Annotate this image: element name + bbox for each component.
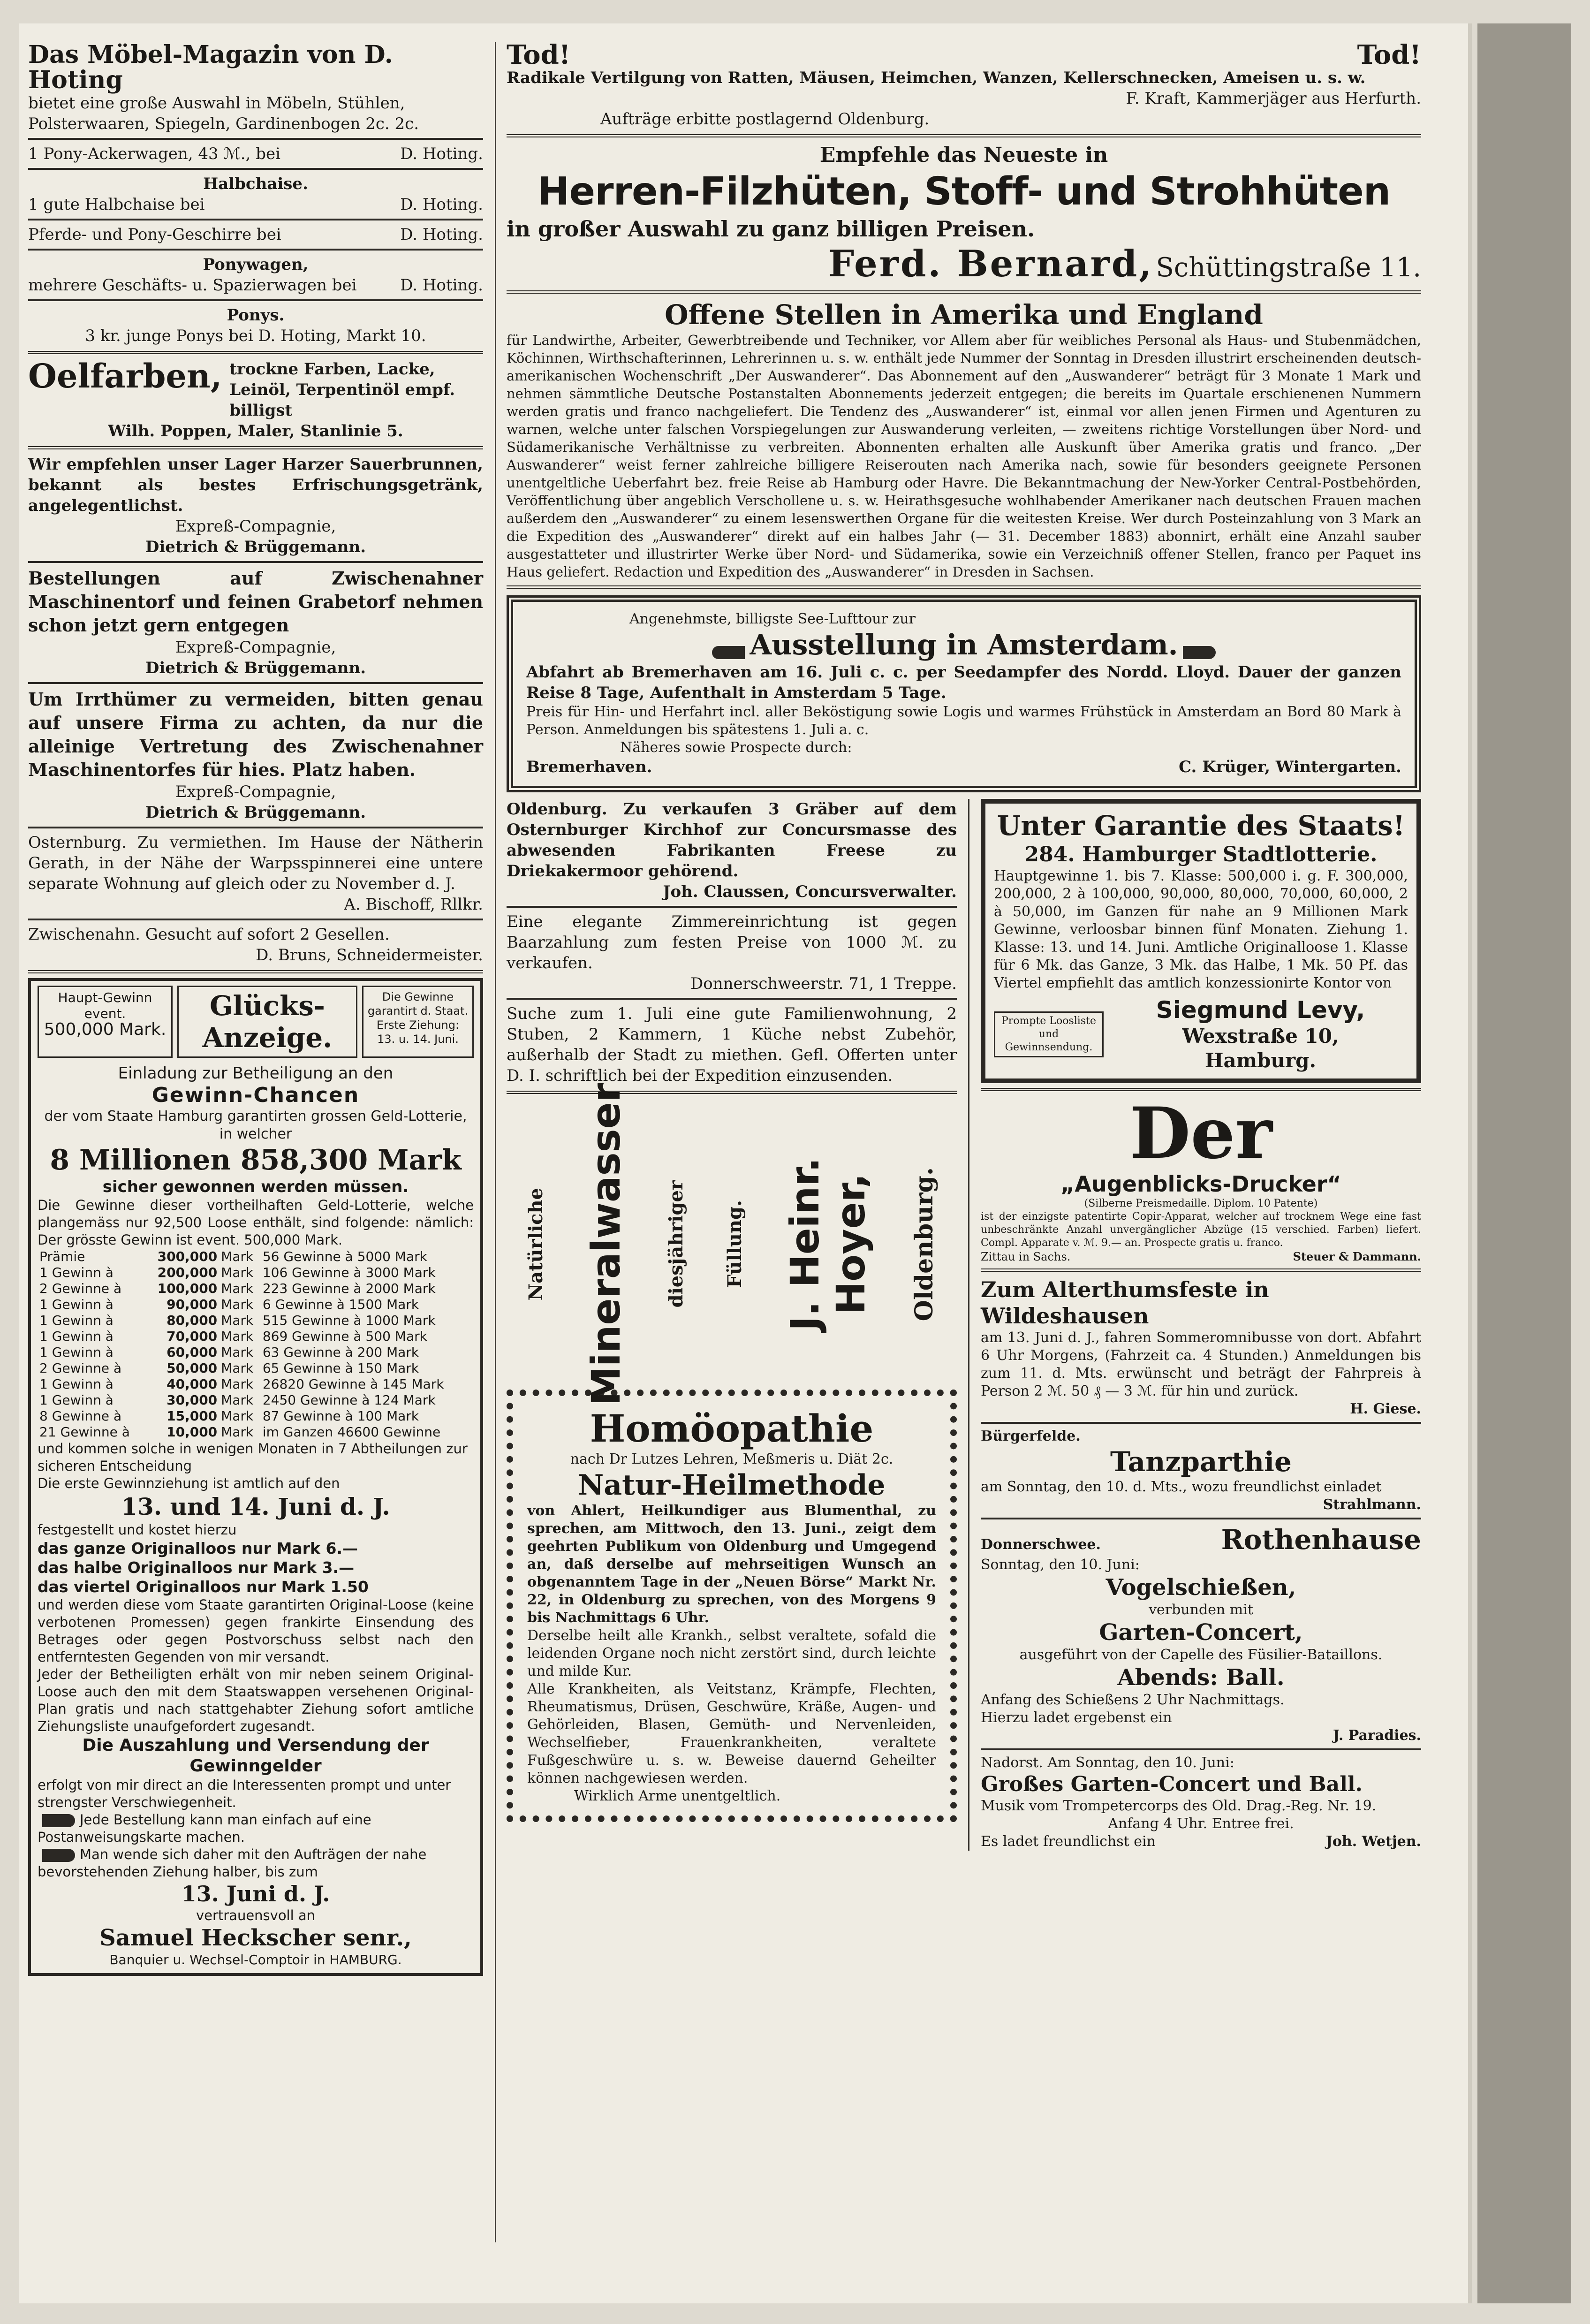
prize-cell: Mark: [221, 1424, 254, 1440]
ad-line: Es ladet freundlichst ein: [981, 1833, 1156, 1850]
ad-line: Preis für Hin- und Herfahrt incl. aller Beköstigung sowie Logis und warmes Frühstück in Amsterdam an Bord 80 Mark à Person. Anmeldungen bis spätestens 1. Juli a. c.: [526, 704, 1401, 738]
ad-place: Oldenburg.: [910, 1167, 939, 1321]
lottery-date: 13. und 14. Juni d. J.: [121, 1493, 390, 1520]
ad-irrthuemer: [28, 688, 483, 823]
ad-sig: H. Giese.: [1350, 1401, 1421, 1417]
prize-cell: Mark: [221, 1265, 254, 1280]
ad-text: trockne Farben, Lacke, Leinöl, Terpentinöl empf. billigst: [229, 360, 455, 420]
prize-cell: 100,000: [157, 1281, 218, 1296]
prize-cell: Prämie: [39, 1249, 85, 1264]
ad-text: Hauptgewinne 1. bis 7. Klasse: 500,000 i. g. F. 300,000, 200,000, 2 à 100,000, 90,000, 80,000, 70,000, 60,000, 2 à 50,000, im Ganzen für nahe an 9 Millionen Mark Gewinne, verloosbar binnen fünf Monaten. Ziehung 1. Klasse: 13. und 14. Juni. Amtliche Originalloose 1. Klasse für 6 Mk. das Ganze, 3 Mk. das Halbe, 1 Mk. 50 Pf. das Viertel empfiehlt das amtlich konzessionirte Kontor von: [994, 868, 1408, 991]
ad-line: in großer Auswahl zu ganz billigen Preisen.: [507, 216, 1035, 242]
prize-row: [38, 1249, 474, 1265]
prize-cell: 60,000: [167, 1344, 218, 1360]
prize-cell: 30,000: [167, 1392, 218, 1408]
prize-cell: 1 Gewinn à: [39, 1329, 114, 1344]
prize-cell: 1 Gewinn à: [39, 1376, 114, 1392]
prize-cell: 1 Gewinn à: [39, 1392, 114, 1408]
ad-text: Zwischenahn. Gesucht auf sofort 2 Gesellen.: [28, 925, 390, 944]
ad-headline: Zum Alterthumsfeste in Wildeshausen: [981, 1277, 1269, 1329]
ad-text: Um Irrthümer zu vermeiden, bitten genau auf unsere Firma zu achten, da nur die alleinige Vertretung des Zwischenahner Maschinentorfes für hies. Platz haben.: [28, 689, 483, 780]
ad-headline: Tod!: [507, 39, 571, 70]
ad-line: mehrere Geschäfts- u. Spazierwagen bei: [28, 276, 357, 295]
ad-text: Radikale Vertilgung von Ratten, Mäusen, Heimchen, Wanzen, Kellerschnecken, Ameisen u. s. w.: [507, 68, 1366, 87]
ad-sig: A. Bischoff, Rllkr.: [344, 895, 483, 914]
ad-line: Pferde- und Pony-Geschirre bei: [28, 225, 281, 244]
prize-cell: 223 Gewinne à 2000 Mark: [262, 1281, 436, 1296]
ad-sig: J. Paradies.: [1333, 1727, 1421, 1744]
ad-place: Bremerhaven.: [526, 758, 652, 776]
ad-sig: Joh. Wetjen.: [1325, 1833, 1421, 1850]
ad-line: Abfahrt ab Bremerhaven am 16. Juli c. c. per Seedampfer des Nordd. Lloyd. Dauer der ganzen Reise 8 Tage, Aufenthalt in Amsterdam 5 Tage.: [526, 663, 1401, 702]
divider: [28, 138, 483, 140]
lottery-p6: und kommen solche in wenigen Monaten in 7 Abtheilungen zur sicheren Entscheidung: [38, 1441, 468, 1474]
ad-sig: Expreß-Compagnie,: [175, 782, 336, 801]
box-line: garantirt d. Staat.: [367, 1004, 469, 1018]
ad-subhead: Ponys.: [227, 306, 285, 325]
prize-cell: Mark: [221, 1392, 254, 1408]
lottery-p1: Einladung zur Betheiligung an den: [118, 1064, 394, 1083]
lottery-date2: 13. Juni d. J.: [181, 1881, 330, 1906]
ad-text: am Sonntag, den 10. d. Mts., wozu freundlichst einladet: [981, 1479, 1382, 1495]
prize-cell: 2 Gewinne à: [39, 1281, 122, 1296]
ad-text: für Landwirthe, Arbeiter, Gewerbtreibende und Techniker, vor Allem aber für weibliches Personal als Haus- und Stubenmädchen, Köchinnen, Wirthschafterinnen, Lehrerinnen u. s. w. enthält jede Nummer der Sonntag in Dresden illustrirt erscheinenden deutsch-amerikanischen Wochenschrift „Der Auswanderer“. Das Abonnement auf den „Auswanderer“ beträgt für 3 Monate 1 Mark und nehmen sämmtliche Deutsche Postanstalten Abonnements jederzeit entgegen; die bereits im Quartale erschienenen Nummern werden gratis und franco nachgeliefert. Die Tendenz des „Auswanderer“ ist, einmal vor allen jenen Firmen und Agenturen zu warnen, welche unter falschen Vorspiegelungen zur Auswanderung verleiten, — zweitens richtige Vorstellungen über Nord- und Südamerikanische Verhältnisse zu verbreiten. Abonnenten erhalten alle Auskunft über Amerika gratis und franco. „Der Auswanderer“ weist ferner zahlreiche billigere Reiserouten nach Amerika nach, sowie für besonders geeignete Personen unentgeltliche Ueberfahrt bez. freie Reise ab Hamburg oder Havre. Die Bekanntmachung der New-Yorker Central-Postbehörden, Veröffentlichung über angeblich Verschollene u. s. w. Heirathsgesuche wohlhabender Amerikaner nach deutschen Frauen machen außerdem den „Auswanderer“ zu einem lesenswerthen Organe für die weitesten Kreise. Wer durch Posteinzahlung von 3 Mark an die Expedition des „Auswanderer“ direkt auf ein halbes Jahr (— 31. December 1883) abonnirt, erhält eine Anzahl sauber ausgestatteter und illustrirter Werke über Nord- und Südamerika, sowie ein Verzeichniß offener Stellen, franco per Paquet ins Haus geliefert. Redaction und Expedition des „Auswanderer“ in Dresden in Sachsen.: [507, 332, 1421, 580]
lottery-p14: [38, 1846, 474, 1881]
ad-headline: Herren-Filzhüten, Stoff- und Strohhüten: [537, 169, 1391, 214]
lottery-p5: Die Gewinne dieser vortheilhaften Geld-Lotterie, welche plangemäss nur 92,500 Loose enthält, sind folgende: nämlich: Der grösste Gewinn ist event. 500,000 Mark.: [38, 1197, 474, 1248]
prize-cell: Mark: [221, 1313, 254, 1328]
prize-row: [38, 1344, 474, 1360]
ad-text: ist der einzigste patentirte Copir-Apparat, welcher auf trocknem Wege eine fast unbeschränkte Anzahl unvergänglicher Abzüge (15 verschied. Farben) liefert. Compl. Apparate v. ℳ. 9.— an. Prospecte gratis u. franco.: [981, 1211, 1421, 1249]
ad-line: Anfang 4 Uhr. Entree frei.: [1108, 1815, 1294, 1832]
ad-headline: Tanzparthie: [1110, 1446, 1292, 1478]
ad-headline: Der: [1129, 1092, 1272, 1175]
ad-rothenhause: [981, 1523, 1421, 1745]
ad-small-box: Prompte Loosliste und Gewinnsendung.: [994, 1011, 1104, 1057]
prize-cell: 1 Gewinn à: [39, 1265, 114, 1280]
lottery-p9: und werden diese vom Staate garantirten Original-Loose (keine verbotenen Promessen) gegen frankirte Einsendung des Betrages oder gegen Postvorschuss selbst nach den entferntesten Gegenden von mir versandt.: [38, 1597, 474, 1665]
ad-addr: Wexstraße 10,: [1182, 1025, 1339, 1048]
ad-line: (Silberne Preismedaille. Diplom. 10 Patente): [1084, 1198, 1318, 1209]
ad-headline: Tod!: [1357, 39, 1421, 70]
ad-text: Wir empfehlen unser Lager Harzer Sauerbrunnen, bekannt als bestes Erfrischungsgetränk, angelegentlichst.: [28, 455, 483, 515]
ad-line: nach Dr Lutzes Lehren, Meßmeris u. Diät 2c.: [570, 1451, 893, 1467]
lottery-title: Glücks-Anzeige.: [177, 986, 357, 1058]
lottery-firm2: Banquier u. Wechsel-Comptoir in HAMBURG.: [109, 1952, 402, 1967]
ad-text: Bestellungen auf Zwischenahner Maschinentorf und feinen Grabetorf nehmen schon jetzt gern entgegen: [28, 568, 483, 636]
prize-cell: 21 Gewinne à: [39, 1424, 130, 1440]
ad-sig: Dietrich & Brüggemann.: [145, 659, 366, 677]
ad-subhead: Halbchaise.: [203, 175, 308, 193]
ad-place: Bürgerfelde.: [981, 1428, 1081, 1444]
page-edge: [1477, 23, 1571, 2303]
lottery-price: das halbe Originalloos nur Mark 3.—: [38, 1558, 355, 1577]
ad-subhead: Garten-Concert,: [1099, 1619, 1303, 1646]
ad-place: Zittau in Sachs.: [981, 1250, 1071, 1263]
ad-headline: Oelfarben,: [28, 357, 222, 395]
prize-row: [38, 1281, 474, 1297]
prize-row: [38, 1376, 474, 1392]
box-line: 13. u. 14. Juni.: [377, 1033, 459, 1046]
lottery-right-box: [362, 986, 474, 1058]
ad-tanzparthie: [981, 1428, 1421, 1514]
ad-line: Angenehmste, billigste See-Lufttour zur: [629, 611, 916, 627]
prize-cell: 2450 Gewinne à 124 Mark: [262, 1392, 436, 1408]
ad-tod: [507, 39, 1421, 129]
ad-subhead: Abends: Ball.: [1117, 1664, 1285, 1691]
ad-line: Sonntag, den 10. Juni:: [981, 1557, 1140, 1573]
ad-place: Donnerschwee.: [981, 1536, 1101, 1553]
ad-text: Derselbe heilt alle Krankh., selbst veraltete, sofald die leidenden Organe noch nicht zerstört sind, durch leichte und milde Kur.: [527, 1627, 936, 1679]
ad-text: von Ahlert, Heilkundiger aus Blumenthal, zu sprechen, am Mittwoch, den 13. Juni., zeigt dem geehrten Publikum von Oldenburg und Umgegend an, daß derselbe auf mehrseitigen Wunsch an obgenanntem Tage in der „Neuen Börse“ Markt Nr. 22, in Oldenburg zu sprechen, von des Morgens 9 bis Nachmittags 6 Uhr.: [527, 1503, 936, 1626]
ad-line: Hierzu ladet ergebenst ein: [981, 1709, 1172, 1726]
ad-sauerbrunnen: [28, 454, 483, 557]
prize-cell: 300,000: [157, 1249, 218, 1264]
ad-staatslotterie: [981, 799, 1421, 1083]
lottery-price: das ganze Originalloos nur Mark 6.—: [38, 1539, 358, 1557]
prize-row: [38, 1408, 474, 1424]
prize-cell: 869 Gewinne à 500 Mark: [262, 1329, 427, 1344]
prize-cell: 65 Gewinne à 150 Mark: [262, 1360, 419, 1376]
box-line: Erste Ziehung:: [376, 1018, 460, 1032]
ad-oelfarben: [28, 359, 483, 421]
ad-zimmer: [507, 911, 957, 994]
ad-line: Natürliche: [524, 1187, 547, 1301]
box-line: Haupt-Gewinn: [58, 990, 152, 1005]
ad-line: Empfehle das Neueste in: [819, 143, 1108, 167]
prize-cell: 70,000: [167, 1329, 218, 1344]
ad-line: 3 kr. junge Ponys bei D. Hoting, Markt 10.: [85, 327, 426, 345]
ad-sig: Expreß-Compagnie,: [175, 638, 336, 657]
ad-wildeshausen: [981, 1276, 1421, 1418]
ad-name: Ferd. Bernard,: [828, 243, 1154, 285]
prize-cell: 200,000: [157, 1265, 218, 1280]
ad-headline: Unter Garantie des Staats!: [997, 810, 1405, 842]
prize-row: [38, 1297, 474, 1313]
prize-cell: 8 Gewinne à: [39, 1408, 122, 1424]
pointing-hand-icon: [42, 1849, 75, 1862]
ad-name: J. Heinr. Hoyer,: [781, 1157, 874, 1331]
lottery-p10: Jeder der Betheiligten erhält von mir neben seinem Original-Loose auch den mit dem Staatswappen versehenen Original-Plan gratis und nach stattgehabter Ziehung sofort amtliche Ziehungsliste unaufgefordert zugesandt.: [38, 1666, 474, 1734]
pointing-hand-icon: [712, 646, 745, 659]
column-rule: [495, 42, 496, 2242]
column-right: [507, 39, 1421, 1851]
ad-wohnung: [507, 1003, 957, 1086]
ad-subhead: „Augenblicks-Drucker“: [1060, 1171, 1341, 1197]
ad-line: diesjähriger: [665, 1180, 688, 1308]
prize-cell: 87 Gewinne à 100 Mark: [262, 1408, 419, 1424]
ad-line: 1 gute Halbchaise bei: [28, 195, 205, 214]
prize-row: [38, 1360, 474, 1376]
prize-row: [38, 1313, 474, 1329]
prize-cell: 1 Gewinn à: [39, 1313, 114, 1328]
subcolumn-left: [507, 799, 957, 1851]
ad-headline: Rothenhause: [1221, 1524, 1421, 1556]
lottery-p4: sicher gewonnen werden müssen.: [102, 1177, 409, 1196]
ad-subhead: 284. Hamburger Stadtlotterie.: [1024, 843, 1378, 866]
ad-sig: Expreß-Compagnie,: [175, 517, 336, 536]
lottery-left-box: [38, 986, 173, 1058]
ad-sig: Dietrich & Brüggemann.: [145, 803, 366, 822]
ad-addr: Schüttingstraße 11.: [1156, 252, 1421, 283]
ad-sig: D. Bruns, Schneidermeister.: [256, 946, 483, 965]
box-line: Die Gewinne: [382, 990, 454, 1003]
pointing-hand-icon: [42, 1814, 75, 1827]
ad-headline: Großes Garten-Concert und Ball.: [981, 1772, 1363, 1796]
prize-cell: 106 Gewinne à 3000 Mark: [262, 1265, 436, 1280]
ad-line: Füllung.: [723, 1200, 746, 1288]
lottery-p2: Gewinn-Chancen: [151, 1083, 360, 1107]
ad-augenblicks-drucker: [981, 1092, 1421, 1264]
pointing-hand-icon: [1183, 646, 1216, 659]
lottery-firm: Samuel Heckscher senr.,: [99, 1925, 412, 1951]
lottery-p12: erfolgt von mir direct an die Interessenten prompt und unter strengster Verschwiegenheit.: [38, 1777, 451, 1810]
ad-headline: Ausstellung in Amsterdam.: [750, 629, 1178, 661]
prize-cell: 40,000: [167, 1376, 218, 1392]
prize-table: [38, 1249, 474, 1440]
prize-cell: 15,000: [167, 1408, 218, 1424]
ad-line: verbunden mit: [1149, 1602, 1253, 1618]
ad-sig: Joh. Claussen, Concursverwalter.: [663, 882, 957, 901]
ad-text: bietet eine große Auswahl in Möbeln, Stühlen, Polsterwaaren, Spiegeln, Gardinenbogen 2c. 2c.: [28, 94, 419, 133]
ad-sig: D. Hoting.: [400, 225, 483, 244]
prize-cell: 80,000: [167, 1313, 218, 1328]
prize-row: [38, 1265, 474, 1281]
prize-cell: 26820 Gewinne à 145 Mark: [262, 1376, 444, 1392]
ad-line: Musik vom Trompetercorps des Old. Drag.-Reg. Nr. 19.: [981, 1798, 1377, 1814]
ad-graeber: [507, 799, 957, 902]
lottery-amount: 8 Millionen 858,300 Mark: [50, 1144, 462, 1177]
prize-cell: 1 Gewinn à: [39, 1297, 114, 1312]
ad-hoting: [28, 42, 483, 346]
prize-row: [38, 1392, 474, 1408]
prize-cell: 1 Gewinn à: [39, 1344, 114, 1360]
ad-addr: Donnerschweerstr. 71, 1 Treppe.: [690, 974, 957, 993]
ad-sig: D. Hoting.: [400, 195, 483, 214]
ad-note: Aufträge erbitte postlagernd Oldenburg.: [600, 110, 930, 129]
prize-cell: Mark: [221, 1408, 254, 1424]
ad-line: ausgeführt von der Capelle des Füsilier-Bataillons.: [1019, 1647, 1383, 1663]
prize-cell: Mark: [221, 1297, 254, 1312]
ad-text: Oldenburg. Zu verkaufen 3 Gräber auf dem Osternburger Kirchhof zur Concursmasse des abwesenden Fabrikanten Freese zu Driekakermoor gehörend.: [507, 800, 957, 881]
prize-cell: 6 Gewinne à 1500 Mark: [262, 1297, 419, 1312]
ad-nadorst: [981, 1754, 1421, 1851]
box-line: event.: [84, 1006, 126, 1021]
ad-bruns: [28, 924, 483, 965]
lottery-p13: [38, 1811, 474, 1846]
prize-cell: Mark: [221, 1344, 254, 1360]
ad-amsterdam: [507, 595, 1421, 792]
ad-sig: Steuer & Dammann.: [1293, 1250, 1421, 1263]
prize-cell: 2 Gewinne à: [39, 1360, 122, 1376]
lottery-price: das viertel Originalloos nur Mark 1.50: [38, 1578, 369, 1596]
prize-cell: Mark: [221, 1360, 254, 1376]
ad-bernard: [507, 142, 1421, 286]
ad-homoeopathie: [507, 1390, 957, 1822]
ad-sig: Strahlmann.: [1323, 1496, 1421, 1513]
prize-cell: Mark: [221, 1281, 254, 1296]
ad-text: Eine elegante Zimmereinrichtung ist gegen Baarzahlung zum festen Preise von 1000 ℳ. zu verkaufen.: [507, 912, 957, 972]
prize-cell: 90,000: [167, 1297, 218, 1312]
lottery-p8: festgestellt und kostet hierzu: [38, 1522, 237, 1538]
lottery-p15: vertrauensvoll an: [196, 1907, 316, 1923]
ad-text: Wirklich Arme unentgeltlich.: [574, 1788, 781, 1804]
ad-headline: Mineralwasser: [583, 1082, 629, 1406]
ad-amerika: [507, 298, 1421, 581]
prize-cell: Mark: [221, 1249, 254, 1264]
prize-cell: Mark: [221, 1329, 254, 1344]
lottery-p14-text: Man wende sich daher mit den Aufträgen der nahe bevorstehenden Ziehung halber, bis zum: [38, 1846, 427, 1880]
prize-cell: 56 Gewinne à 5000 Mark: [262, 1249, 427, 1264]
ad-line: Nadorst. Am Sonntag, den 10. Juni:: [981, 1754, 1234, 1771]
prize-cell: 50,000: [167, 1360, 218, 1376]
subcolumn-right: [981, 799, 1421, 1851]
ad-line: Näheres sowie Prospecte durch:: [620, 739, 852, 756]
prize-row: [38, 1424, 474, 1440]
ad-subhead: Ponywagen,: [203, 255, 309, 274]
ad-sig: Wilh. Poppen, Maler, Stanlinie 5.: [108, 422, 403, 440]
prize-row: [38, 1329, 474, 1344]
ad-osternburg: [28, 832, 483, 915]
column-left: [28, 42, 483, 1976]
ad-line: Anfang des Schießens 2 Uhr Nachmittags.: [981, 1692, 1285, 1708]
lottery-p11: Die Auszahlung und Versendung der Gewinngelder: [82, 1736, 429, 1776]
prize-cell: 63 Gewinne à 200 Mark: [262, 1344, 419, 1360]
ad-headline: Das Möbel-Magazin von D. Hoting: [28, 40, 393, 94]
prize-cell: 515 Gewinne à 1000 Mark: [262, 1313, 436, 1328]
box-line: 500,000 Mark.: [44, 1020, 167, 1039]
ad-headline: Homöopathie: [590, 1406, 874, 1451]
prize-cell: im Ganzen 46600 Gewinne: [262, 1424, 441, 1440]
ad-headline: Offene Stellen in Amerika und England: [665, 299, 1263, 331]
ad-lottery-heckscher: [28, 978, 483, 1976]
ad-sig: Dietrich & Brüggemann.: [145, 538, 366, 556]
ad-hoyer: [507, 1082, 957, 1406]
ad-sig: D. Hoting.: [400, 276, 483, 295]
ad-sig: C. Krüger, Wintergarten.: [1179, 758, 1401, 776]
ad-subhead: Vogelschießen,: [1105, 1574, 1296, 1601]
ad-name: Siegmund Levy,: [1156, 996, 1365, 1024]
ad-text: am 13. Juni d. J., fahren Sommeromnibusse von dort. Abfahrt 6 Uhr Morgens, (Fahrzeit ca. 4 Stunden.) Anmeldungen bis zum 11. d. Mts. erwünscht und beträgt der Fahrpreis à Person 2 ℳ. 50 ₰ — 3 ℳ. für hin und zurück.: [981, 1329, 1421, 1399]
ad-addr: Hamburg.: [1204, 1049, 1317, 1072]
ad-sig: D. Hoting.: [400, 144, 483, 163]
prize-cell: Mark: [221, 1376, 254, 1392]
prize-cell: 10,000: [167, 1424, 218, 1440]
ad-line: 1 Pony-Ackerwagen, 43 ℳ., bei: [28, 144, 280, 163]
ad-zwischenahner: [28, 567, 483, 678]
lottery-p13-text: Jede Bestellung kann man einfach auf eine Postanweisungskarte machen.: [38, 1812, 371, 1845]
ad-text: Suche zum 1. Juli eine gute Familienwohnung, 2 Stuben, 2 Kammern, 1 Küche nebst Zubehör, außerhalb der Stadt zu miethen. Gefl. Offerten unter D. I. schriftlich bei der Expedition einzusenden.: [507, 1004, 957, 1085]
ad-sig: F. Kraft, Kammerjäger aus Herfurth.: [1126, 89, 1421, 108]
ad-text: Alle Krankheiten, als Veitstanz, Krämpfe, Flechten, Rheumatismus, Drüsen, Geschwüre, Kräße, Augen- und Gehörleiden, Blasen, Gemüth- und Nervenleiden, Wechselfieber, Frauenkrankheiten, veraltete Fußgeschwüre u. s. w. Beweise dauernd Geheilter können nachgewiesen werden.: [527, 1681, 936, 1786]
ad-text: Osternburg. Zu vermiethen. Im Hause der Nätherin Gerath, in der Nähe der Warpsspinnerei eine untere separate Wohnung auf gleich oder zu November d. J.: [28, 833, 483, 893]
lottery-p7: Die erste Gewinnziehung ist amtlich auf den: [38, 1475, 340, 1491]
lottery-p3: der vom Staate Hamburg garantirten grossen Geld-Lotterie, in welcher: [44, 1108, 467, 1142]
ad-subhead: Natur-Heilmethode: [578, 1469, 886, 1502]
